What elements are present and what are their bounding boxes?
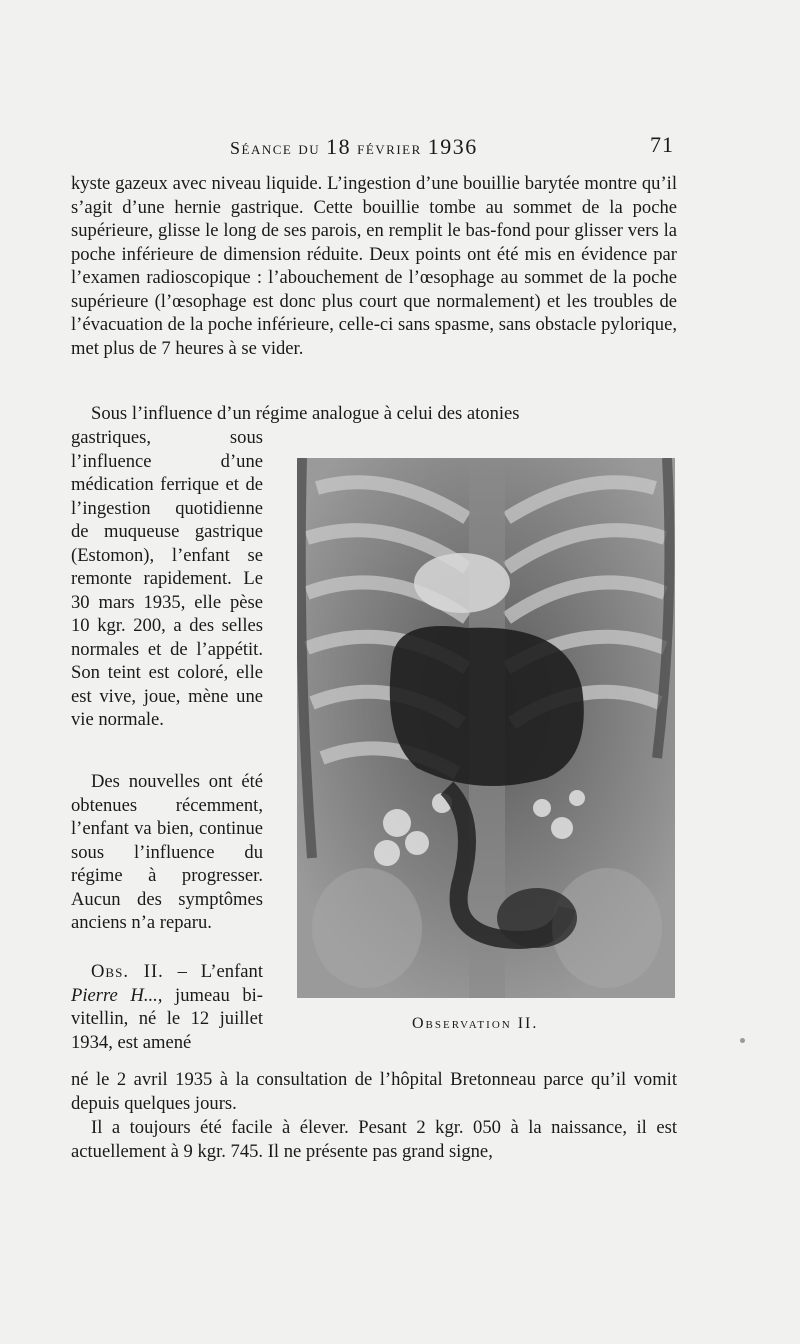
paragraph-2-wrap: gastriques, sous l’influence d’une médication ferrique et de l’ingestion quotidienne de muqueuse gastrique (Estomon), l’enfant se remonte rapidement. Le 30 mars 1935, elle pèse 10 kgr. 200, a des selles normales et de l’appétit. Son teint est coloré, elle est vive, joue, mène une vie normale. (71, 427, 263, 730)
figure-caption: Observation II. (412, 1015, 539, 1032)
page-smudge (740, 1038, 745, 1043)
title-day: 18 (326, 134, 352, 159)
title-post: février (351, 138, 428, 158)
title-year: 1936 (427, 134, 478, 159)
radiograph-image (297, 458, 675, 998)
paragraph-2-lead: Sous l’influence d’un régime analogue à celui des atonies (91, 403, 520, 424)
title-pre: Séance du (230, 138, 327, 158)
paragraph-1: kyste gazeux avec niveau liquide. L’ingestion d’une bouillie barytée montre qu’il s’agit d’une hernie gastrique. Cette bouillie tombe au sommet de la poche supérieure, glisse le long de ses parois, en remplit le bas-fond pour glisser vers la poche inférieure de dimension réduite. Deux points ont été mis en évidence par l’examen radioscopique : l’abouchement de l’œsophage au sommet de la poche supérieure (l’œsophage est donc plus court que normalement) et les troubles de l’évacuation de la poche inférieure, celle-ci sans spasme, sans obstacle pylorique, met plus de 7 heures à se vider. (71, 173, 677, 359)
obs-label: Obs. II. (91, 961, 164, 982)
paragraph-4-wrap (71, 960, 263, 1054)
paragraph-4-full: né le 2 avril 1935 à la consultation de l’hôpital Bretonneau parce qu’il vomit depuis quelques jours. (71, 1069, 677, 1114)
paragraph-5: Il a toujours été facile à élever. Pesant 2 kgr. 050 à la naissance, il est actuellement à 9 kgr. 745. Il ne présente pas grand signe, (71, 1117, 677, 1162)
page-number: 71 (650, 132, 674, 157)
patient-name: Pierre H..., (71, 984, 163, 1006)
obs-dash: – L’enfant (163, 961, 263, 982)
paragraph-3: Des nouvelles ont été obtenues récemment, l’enfant va bien, continue sous l’influence du régime à progresser. Aucun des symptômes anciens n’a reparu. (71, 771, 263, 933)
running-title (230, 134, 478, 160)
radiograph-figure (297, 458, 675, 998)
obs-wrap-text: jumeau bi-vitellin, né le 12 juillet 1934, est amené (71, 984, 264, 1053)
running-header (230, 130, 680, 160)
